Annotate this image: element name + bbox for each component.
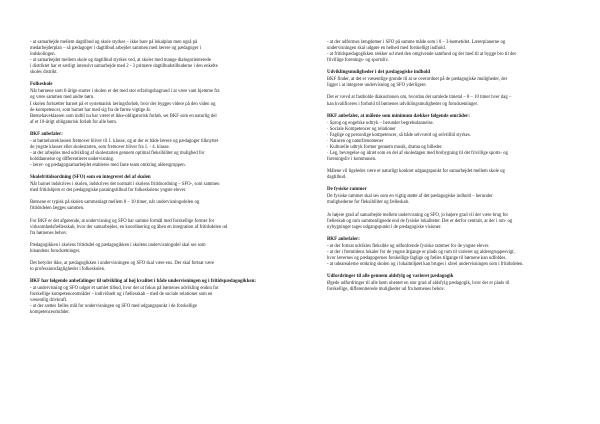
text-line: - at der udformes længdemer i SFO på samme måde som i 0 – 3-børnetidet. Lærerplanerne og [327, 40, 506, 45]
text-line: - at fritidspædagogikken rækker ud med den omgivende samfund og der med til at bygge bro til det [327, 52, 516, 58]
text-section [327, 237, 571, 268]
section-heading: BKF anbefaler, at målene som minimum dækker følgende områder: [327, 113, 470, 119]
text-line: medarbejderplan – så pædagoger i dagtilbud arbejder sammen med lærere og pædagoger i [30, 46, 201, 52]
text-line: to professionsfagligheder i folkeskolen. [30, 266, 106, 272]
text-line: og være sammen med andre børn. [30, 95, 95, 101]
text-line: · Sociale Kompetencer og relationer [327, 126, 396, 132]
text-line: frivillige forenings- og sportsliv. [327, 58, 389, 64]
text-line: Det betyder ikke, at pædagogikken i undervisningen og SFO skal være ens. Der skal fortsat være [30, 260, 215, 266]
section-heading: BKF anbefaler: [30, 131, 63, 137]
text-line: hinandens forudsætninger. [30, 248, 81, 254]
text-line: - at der fortsat udvikles fleksible og udfordrende fysiske rammer for de yngste elever. [327, 243, 490, 249]
text-line: fritidsdelen lægges sammen. [30, 206, 85, 212]
text-section [30, 132, 274, 169]
right-column [327, 40, 571, 299]
section-heading: Folkeskole [30, 82, 53, 88]
text-line: undervisningen skal udgøre en helhed med forskelligt indhold. [327, 46, 446, 52]
section-heading: Udviklingsmuligheder i det pædagogiske indhold [327, 70, 431, 76]
text-line: - at udearealerne omkring skolen og i lokalmiljøet kan bruges i såvel undervisningen som i fritidsdelen. [327, 261, 524, 267]
text-section [327, 40, 571, 64]
text-line: de yngste klasser eller skolestarten, som fremover bliver fra 1. - 4. klasse. [30, 144, 170, 150]
text-line: indskolingen. [30, 52, 56, 58]
text-line: · Faglige og personlige kompetencer, så både selvværd og selvtillid styrkes. [327, 132, 471, 138]
text-line: BKF finder, at det er væsentlige grunde til at se overordnet på de pædagogiske muligheder, der [327, 77, 508, 83]
text-line: - at samarbejde mellem dagtilbud og skole styrkes – ikke bare på lokalplan men også på [30, 40, 198, 45]
text-line: · Naturen og naturfænomener [327, 138, 384, 144]
text-section [30, 82, 274, 125]
text-section [327, 114, 571, 182]
text-line: De fysiske rammer skal ses som en vigtig støtte af det pædagogiske indhold – herunder [327, 194, 493, 200]
text-line: Børnene er typisk på skolen sammenlagt mellem 8 – 10 timer, når undervisningsdelen og [30, 200, 200, 206]
text-line: hvor lærernes og pædagogernes forskellige faglige og fælles tilgange til børnene kan udfoldes. [327, 255, 507, 261]
text-line: de kompetencer, som barnet har med sig fra de første vigtige år. [30, 107, 152, 113]
text-line: Når børnene som 6-årige starter i skolen er det med stor erfaringsbagrund i at være vant hjemme fra [30, 89, 220, 95]
text-line: - at samarbejdet mellem skole og dagtilbud styrkes ved, at skoler med mange dialogorienterede [30, 58, 211, 64]
text-line: - at der i fremtidens lokaler for de yngste årgange er plads og rum til varieret og aldersgruppesvigt, [327, 249, 515, 255]
text-line: forskellige, differentierede muligheder ud fra børnenes behov. [327, 287, 445, 293]
text-line: For BKF er det afgørende, at undervisning og SFO har samme formål med forskellige former for [30, 218, 215, 224]
text-line: med fritidshjem er det pædagogiske pasningstilbud for folkeskolens yngste elever. [30, 188, 187, 194]
left-column [30, 40, 274, 322]
text-line: dagtilbud. [327, 175, 347, 181]
text-section [30, 175, 274, 273]
text-line: · Kulturelle udtryk former gennem musik, drama og billeder. [327, 144, 443, 150]
text-line: i distriktet har et særligt intensivt samarbejde med 2 - 3 primære dagtilbudstilbuderne i den enkelte [30, 64, 218, 70]
section-heading: BKF anbefaler: [327, 236, 360, 242]
text-line: Når barnet indskrives i skolen, indskrives det normalt i skolens fritidsordning – SFO-, som sammen [30, 182, 220, 188]
text-line: af et 10-årigt obligatorisk forløb for alle børn. [30, 119, 118, 125]
text-line: Børnehaveklassen som indtil nu har været et ikke-obligatorisk forløb, set BKF som en naturlig del [30, 113, 217, 119]
section-heading: Udfordringer til alle gennem aldsfylg og varieret pædagogik [327, 273, 454, 279]
text-line: holddannelse og differentieret undervisning. [30, 157, 115, 163]
text-section [30, 279, 274, 316]
text-line: Jo højere grad af samarbejde mellem undervisning og SFO, jo højere grad vil der være brug for [327, 212, 509, 218]
text-line: · Leg, bevægelse og idræt som en del af skoledagen med brobygning til det frivillige sports- og [327, 150, 508, 156]
text-line: kompetenceområder. [30, 310, 70, 316]
text-line: væsentlig drivkraft. [30, 298, 68, 304]
section-heading: Skolefritidsordning (SFO) som en integreret del af skolen [30, 175, 151, 181]
text-line: Øgede udfordringer til alle børn uhentet en stor grad af aldsfylg pædagogik, hvor der er plads til [327, 281, 510, 287]
text-line: · Sprog og engelske udtryk – herunder begrebsdannelse. [327, 120, 434, 126]
text-line: - at undervisning og SFO udgør et samlet tilbud, hvor der ut fokus på børnenes udvikling endnu for [30, 286, 219, 292]
text-section [327, 274, 571, 293]
text-line: nybygninger tages udgangspunkt i de pædagogiske visioner. [327, 224, 442, 230]
text-section [327, 70, 571, 107]
text-section [327, 187, 571, 230]
text-line: mulighederne for fleksibilitet og fælleskab. [327, 200, 410, 206]
text-line: kan kvalificeres i forhold til børnenes udviklingsmuligheder og forudsætninger. [327, 101, 479, 107]
text-line: skoles distrikt. [30, 70, 58, 76]
text-line: - at der sættes fælles mål for undervisningen og SFO med udgangspunkt i de forskellige [30, 304, 198, 310]
text-line: ligger i at integrere undervisning og SFO yderligere. [327, 83, 427, 89]
text-line: - lærer- og pædagogsamarbejdet etableres med faste team omkring aldersgruppen. [30, 163, 186, 169]
text-line: Pædagogikken i skolens fritidsdel og pædagogikken i skolens undervisningsdel skal ses som [30, 242, 206, 248]
text-line: - at der arbejdes med udvikling af skolestarten gennem optimal fleksibilitet og mulighed for [30, 150, 205, 156]
section-heading: BKF har følgende anbefalinger til udvikling af høj kvalitet i både undervisningen og i fritidspædagogikken: [30, 278, 256, 284]
text-line: Det er vævd at fastholde diakustionen om, hvordan det samlede timetal – 8 – 10 timer hver dag – [327, 95, 512, 101]
text-line: Målene vil ligeledes være et naturligt konkret udgangspunkt for samarbejdet mellem skole og [327, 169, 505, 175]
text-section [30, 40, 274, 76]
text-line: fælleskab og rum sammenlignede end de fysiske lokaliteter. Det er derfor centralt, at der i om- og [327, 218, 513, 224]
text-line: foreningsliv i kommunen. [327, 157, 377, 163]
text-line: fra børnenes behov. [30, 230, 68, 236]
text-line: I skolen fortsætter barnet på et systematisk læringsforløb, hvor der bygges videre på den viden og [30, 101, 216, 107]
section-heading: De fysiske rammer [327, 187, 367, 193]
text-line: forskellige kompetenceområder – individuelt og i fællesskab – med de sociale relationer som en [30, 292, 213, 298]
text-line: virksomhedsfællesskab, hvor der samarbejdes, en koordinering og åben en integration af fritidsdelen ud [30, 224, 228, 230]
text-line: - at børnehaveklassen fremover bliver til 1. klasse, og at der er både lærere og pædagoger tilknyttet [30, 138, 219, 144]
